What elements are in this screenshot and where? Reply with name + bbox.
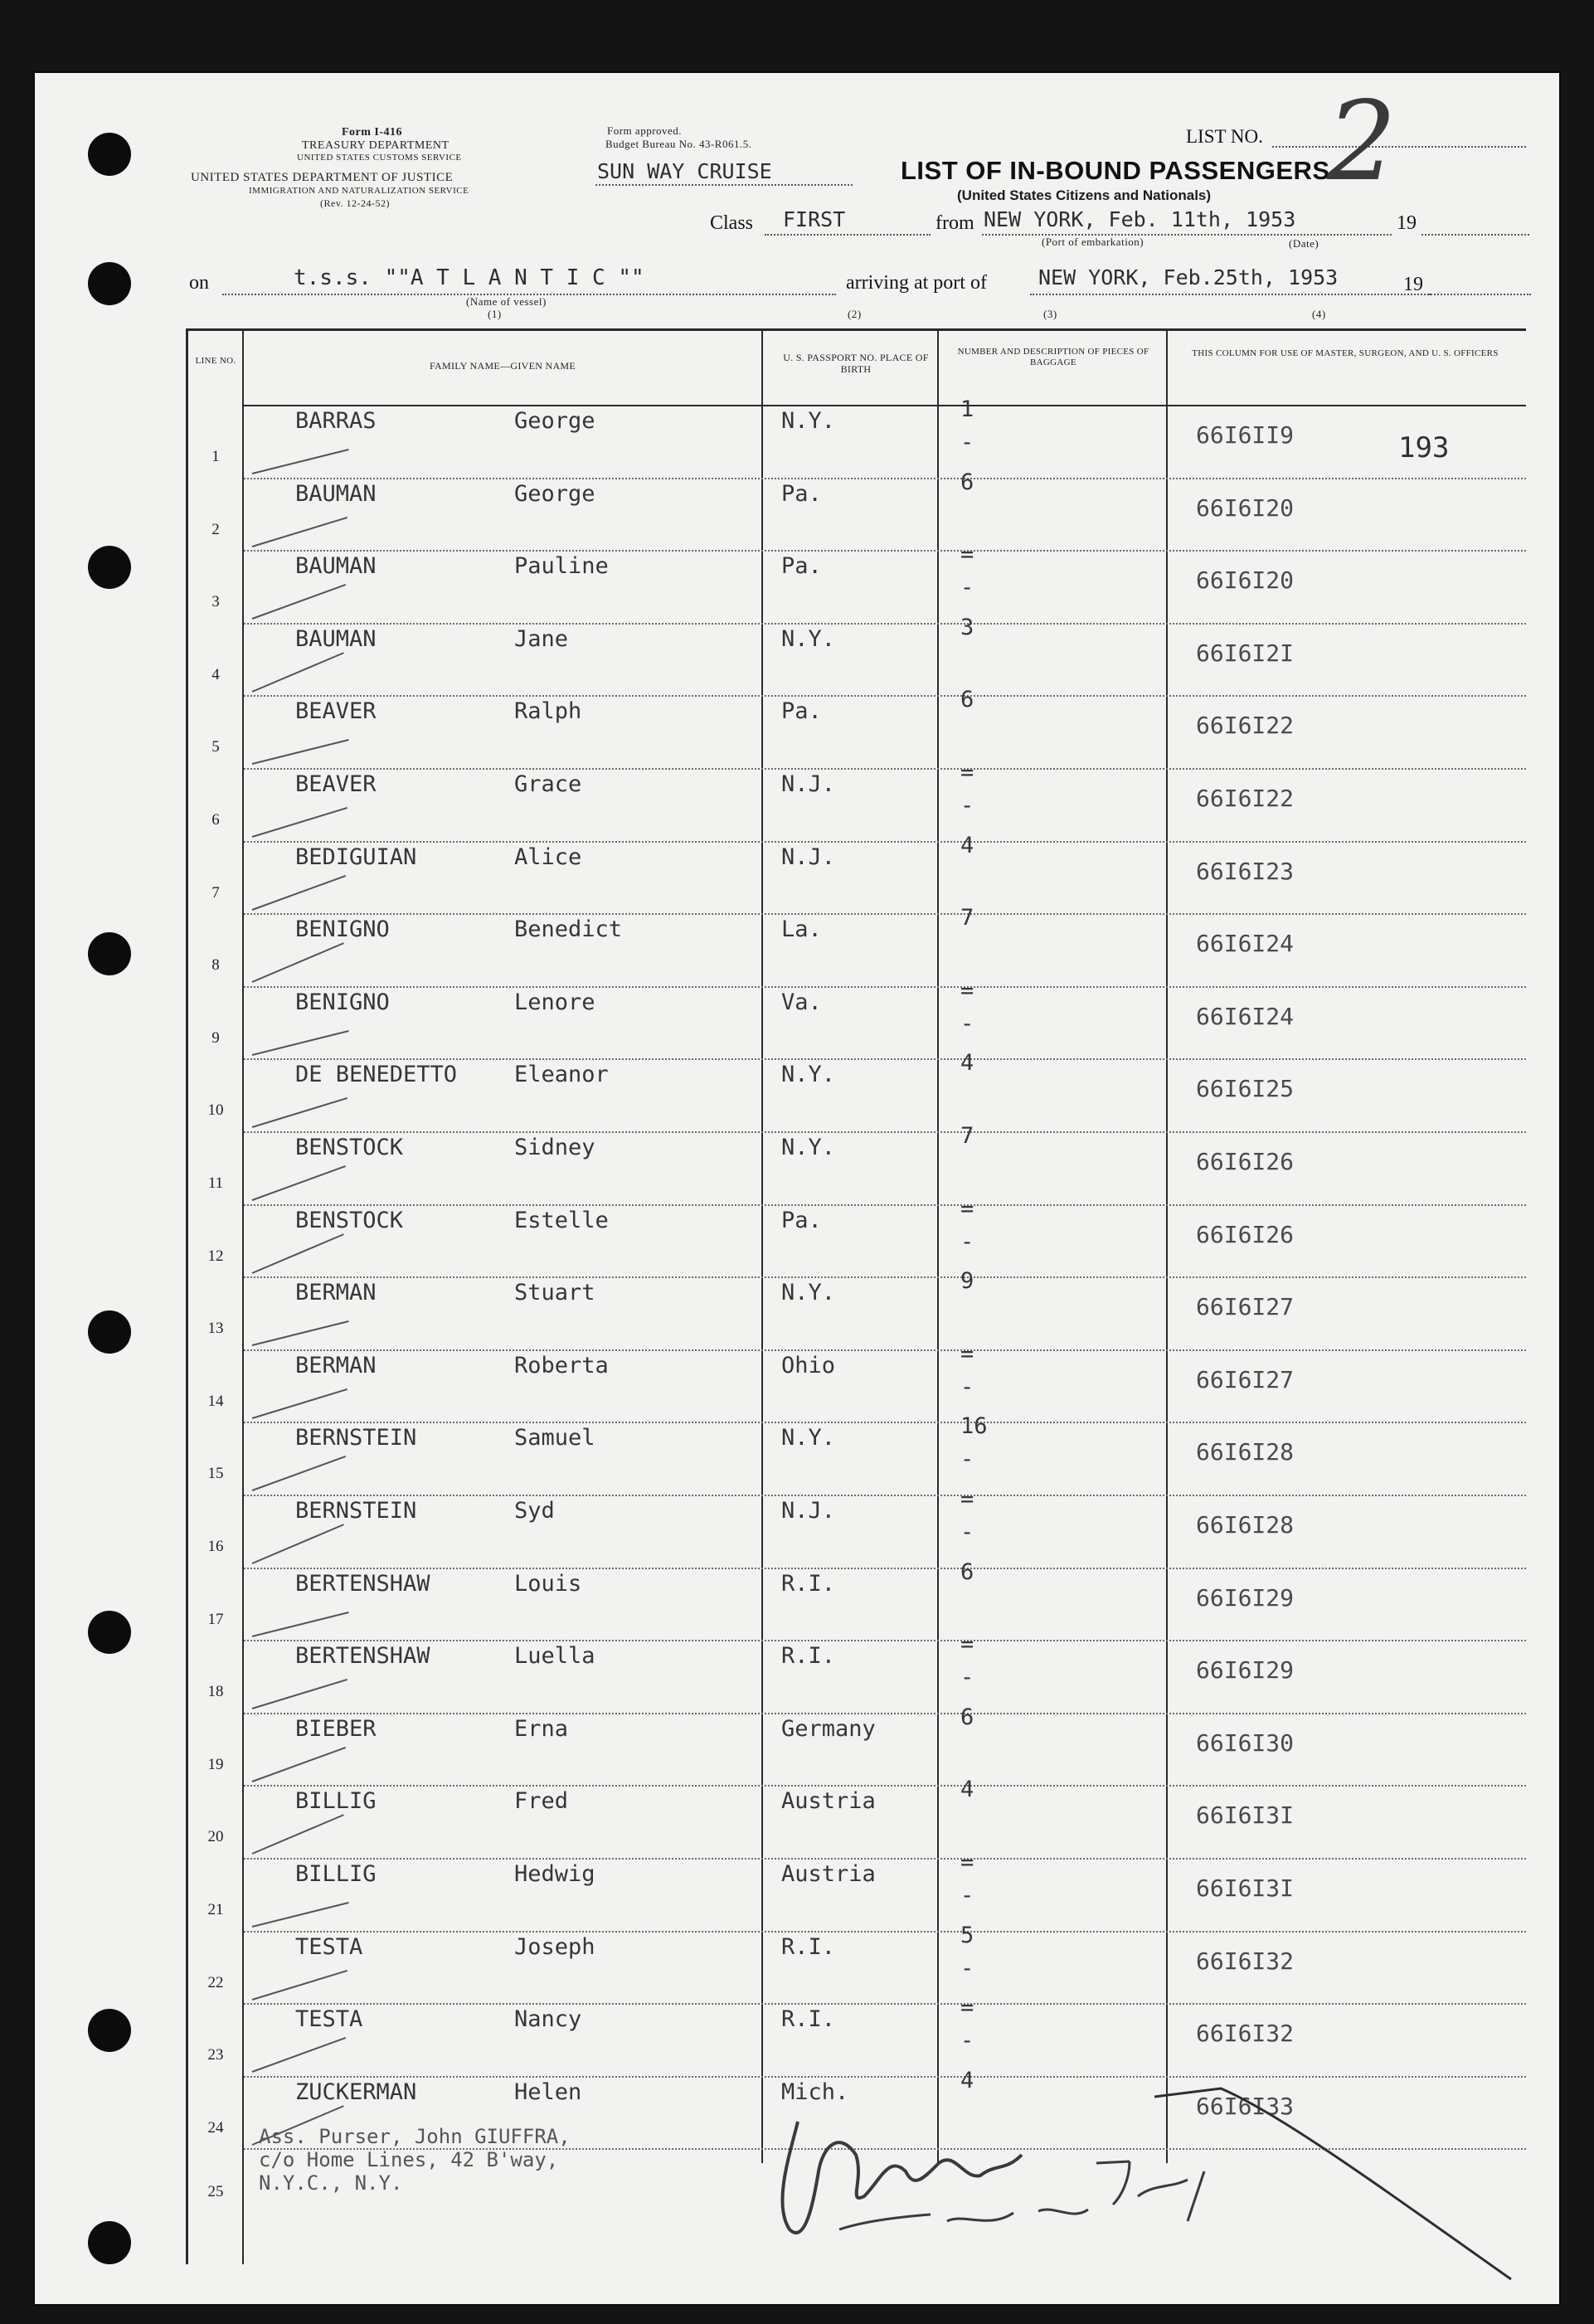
passenger-given-name: Benedict xyxy=(514,916,623,943)
check-mark xyxy=(252,1233,344,1274)
budget-bureau-number: Budget Bureau No. 43-R061.5. xyxy=(605,138,752,150)
passenger-given-name: George xyxy=(514,480,595,507)
column-header-name: FAMILY NAME—GIVEN NAME xyxy=(429,360,576,372)
place-of-birth: N.J. xyxy=(781,771,836,797)
check-mark xyxy=(252,584,346,620)
officer-code: 66I6I30 xyxy=(1196,1728,1295,1757)
check-mark xyxy=(252,1970,347,2001)
place-of-birth: N.J. xyxy=(781,1498,836,1524)
column-2-number: (2) xyxy=(848,308,862,320)
line-number: 6 xyxy=(211,811,220,829)
row-separator xyxy=(244,2003,1526,2005)
port-embarkation-caption: (Port of embarkation) xyxy=(1042,236,1144,248)
passenger-family-name: BENIGNO xyxy=(295,916,390,943)
cruise-underline xyxy=(595,184,853,186)
list-number-value: 2 xyxy=(1327,78,1397,206)
officer-code: 66I6I25 xyxy=(1196,1075,1295,1103)
place-of-birth: Mich. xyxy=(781,2078,849,2105)
baggage-count: = xyxy=(960,1195,974,1222)
passenger-given-name: Ralph xyxy=(514,698,582,725)
passenger-family-name: BENSTOCK xyxy=(295,1135,404,1160)
punch-hole xyxy=(88,1310,131,1354)
row-separator xyxy=(244,2076,1526,2078)
place-of-birth: La. xyxy=(781,916,822,943)
line-number: 2 xyxy=(211,520,220,538)
baggage-count: = xyxy=(960,977,974,1004)
column-header-officers: THIS COLUMN FOR USE OF MASTER, SURGEON, AND U. S. OFFICERS xyxy=(1192,348,1499,358)
officer-code: 66I6I22 xyxy=(1196,785,1295,812)
column-1-number: (1) xyxy=(488,308,502,320)
line-number: 16 xyxy=(207,1538,224,1555)
purser-line-3: N.Y.C., N.Y. xyxy=(259,2171,403,2195)
date-caption: (Date) xyxy=(1289,237,1319,250)
passenger-family-name: BEDIGUIAN xyxy=(295,844,417,870)
baggage-mark: - xyxy=(960,793,974,819)
passenger-given-name: Helen xyxy=(514,2078,582,2105)
baggage-count: 7 xyxy=(960,1123,974,1149)
passenger-family-name: BERMAN xyxy=(295,1352,377,1378)
check-mark xyxy=(252,1902,349,1928)
passenger-given-name: Pauline xyxy=(514,553,609,580)
officer-code: 66I6I3I xyxy=(1196,1801,1295,1830)
line-number: 20 xyxy=(207,1828,224,1846)
place-of-birth: R.I. xyxy=(781,1570,836,1597)
passenger-given-name: Syd xyxy=(514,1498,555,1524)
check-mark xyxy=(252,1612,349,1637)
baggage-count: 7 xyxy=(960,905,974,931)
baggage-mark: - xyxy=(960,1955,974,1981)
class-label: Class xyxy=(710,212,754,234)
check-mark xyxy=(252,1747,346,1782)
baggage-count: 5 xyxy=(960,1922,974,1948)
passenger-family-name: BENIGNO xyxy=(295,989,390,1015)
row-separator xyxy=(244,1640,1526,1641)
column-header-passport: U. S. PASSPORT NO. PLACE OF BIRTH xyxy=(783,352,929,375)
check-mark xyxy=(252,449,349,474)
punch-hole xyxy=(88,2009,131,2052)
baggage-count: 3 xyxy=(960,614,974,640)
check-mark xyxy=(252,517,347,547)
baggage-count: = xyxy=(960,542,974,568)
baggage-mark: - xyxy=(960,1373,974,1400)
place-of-birth: N.Y. xyxy=(781,1135,836,1160)
passenger-given-name: Alice xyxy=(514,844,582,870)
column-3-number: (3) xyxy=(1043,308,1057,320)
baggage-count: = xyxy=(960,1340,974,1367)
line-number: 8 xyxy=(211,956,220,975)
punch-hole xyxy=(88,1611,131,1654)
vessel-name: t.s.s. ""A T L A N T I C "" xyxy=(294,265,644,290)
passenger-family-name: BEAVER xyxy=(295,698,377,725)
form-revision: (Rev. 12-24-52) xyxy=(320,197,391,209)
baggage-mark: - xyxy=(960,1519,974,1545)
check-mark xyxy=(252,1679,347,1709)
officer-code: 66I6I22 xyxy=(1196,712,1295,740)
officer-code: 66I6I24 xyxy=(1196,930,1295,958)
baggage-count: 16 xyxy=(960,1413,988,1440)
place-of-birth: Pa. xyxy=(781,698,822,725)
passenger-family-name: BERTENSHAW xyxy=(295,1643,430,1670)
place-of-birth: Pa. xyxy=(781,1207,822,1233)
line-number: 4 xyxy=(211,665,220,683)
passenger-family-name: BERNSTEIN xyxy=(295,1498,417,1524)
row-separator xyxy=(244,841,1526,843)
form-approved: Form approved. xyxy=(607,124,683,137)
document-title: LIST OF IN-BOUND PASSENGERS xyxy=(901,156,1330,185)
baggage-count: 4 xyxy=(960,1050,974,1077)
from-label: from xyxy=(936,212,974,234)
year-underline-2 xyxy=(1428,294,1531,295)
row-separator xyxy=(244,1058,1526,1060)
passenger-family-name: BARRAS xyxy=(295,408,377,434)
officer-code: 66I6I28 xyxy=(1196,1438,1295,1466)
place-of-birth: N.Y. xyxy=(781,408,836,434)
document-page xyxy=(35,73,1559,2304)
passenger-given-name: Hedwig xyxy=(514,1861,595,1887)
passenger-family-name: DE BENEDETTO xyxy=(295,1062,458,1088)
baggage-count: 6 xyxy=(960,687,974,713)
row-separator xyxy=(244,478,1526,479)
passenger-family-name: BENSTOCK xyxy=(295,1207,404,1233)
passenger-given-name: Jane xyxy=(514,625,569,652)
passenger-given-name: Roberta xyxy=(514,1352,609,1378)
officer-code: 66I6I20 xyxy=(1196,493,1295,522)
officer-code: 66I6I28 xyxy=(1196,1511,1295,1539)
check-mark xyxy=(252,1030,349,1056)
passenger-given-name: Erna xyxy=(514,1715,569,1742)
diagonal-cancel-line xyxy=(1154,2080,1536,2288)
baggage-count: 6 xyxy=(960,1558,974,1585)
officer-code: 66I6I33 xyxy=(1196,2092,1295,2120)
officer-code: 66I6I3I xyxy=(1196,1874,1295,1902)
officer-code: 66I6I29 xyxy=(1196,1583,1295,1612)
row-separator xyxy=(244,1785,1526,1787)
baggage-count: 9 xyxy=(960,1268,974,1295)
punch-hole xyxy=(88,262,131,305)
officer-code: 66I6II9 xyxy=(1196,421,1295,449)
line-no-divider xyxy=(242,328,244,2264)
line-number: 24 xyxy=(207,2118,224,2137)
line-number: 9 xyxy=(211,1028,220,1047)
passenger-family-name: BILLIG xyxy=(295,1788,377,1815)
check-mark xyxy=(252,652,344,693)
baggage-count: = xyxy=(960,1631,974,1658)
baggage-count: = xyxy=(960,760,974,785)
header-bottom-line xyxy=(242,405,1526,406)
row-separator xyxy=(244,986,1526,988)
line-number: 21 xyxy=(207,1901,224,1918)
passenger-given-name: Sidney xyxy=(514,1135,595,1160)
purser-line-1: Ass. Purser, John GIUFFRA, xyxy=(259,2125,571,2148)
row-separator xyxy=(244,1495,1526,1496)
officer-code: 66I6I26 xyxy=(1196,1220,1295,1248)
check-mark xyxy=(252,1320,349,1346)
baggage-mark: - xyxy=(960,1446,974,1473)
line-number: 11 xyxy=(207,1174,224,1192)
place-of-birth: Ohio xyxy=(781,1352,836,1378)
passenger-family-name: BILLIG xyxy=(295,1861,377,1887)
officer-code: 66I6I27 xyxy=(1196,1365,1295,1393)
purser-line-2: c/o Home Lines, 42 B'way, xyxy=(259,2148,559,2171)
cruise-name: SUN WAY CRUISE xyxy=(597,159,772,183)
officer-code: 66I6I32 xyxy=(1196,2020,1295,2048)
row-separator xyxy=(244,1131,1526,1133)
punch-hole xyxy=(88,133,131,176)
column-header-line-no: LINE NO. xyxy=(195,356,236,366)
line-number: 22 xyxy=(207,1973,224,1991)
line-number: 10 xyxy=(207,1101,224,1120)
passenger-family-name: BERTENSHAW xyxy=(295,1570,430,1597)
passenger-given-name: Nancy xyxy=(514,2006,582,2033)
row-separator xyxy=(244,1422,1526,1423)
baggage-count: = xyxy=(960,1995,974,2021)
place-of-birth: R.I. xyxy=(781,1933,836,1960)
officer-code: 66I6I27 xyxy=(1196,1293,1295,1321)
check-mark xyxy=(252,2037,346,2073)
baggage-mark: - xyxy=(960,1010,974,1037)
officer-code: 66I6I23 xyxy=(1196,857,1295,885)
line-number: 15 xyxy=(207,1465,224,1483)
baggage-mark: - xyxy=(960,575,974,601)
row-separator xyxy=(244,1858,1526,1860)
baggage-mark: - xyxy=(960,1665,974,1691)
baggage-count: 4 xyxy=(960,832,974,858)
place-of-birth: Pa. xyxy=(781,480,822,507)
check-mark xyxy=(252,807,347,838)
check-mark xyxy=(252,1456,346,1491)
check-mark xyxy=(252,875,346,911)
place-of-birth: Va. xyxy=(781,989,822,1015)
place-of-birth: N.J. xyxy=(781,844,836,870)
line-number: 12 xyxy=(207,1247,224,1265)
line-number: 1 xyxy=(211,448,220,465)
place-of-birth: Austria xyxy=(781,1788,876,1815)
passenger-family-name: TESTA xyxy=(295,1933,363,1960)
punch-hole xyxy=(88,546,131,589)
line-number: 13 xyxy=(207,1320,224,1338)
row-separator xyxy=(244,695,1526,697)
passenger-given-name: Estelle xyxy=(514,1207,609,1233)
place-of-birth: R.I. xyxy=(781,1643,836,1670)
table-left-border xyxy=(186,328,188,2264)
passenger-given-name: Louis xyxy=(514,1570,582,1597)
baggage-mark: - xyxy=(960,2028,974,2054)
place-of-birth: N.Y. xyxy=(781,625,836,652)
vessel-caption: (Name of vessel) xyxy=(466,295,547,308)
list-number-label: LIST NO. xyxy=(1186,126,1263,147)
line-number: 14 xyxy=(207,1392,224,1410)
officer-code: 66I6I26 xyxy=(1196,1148,1295,1175)
check-mark xyxy=(252,1388,347,1419)
row-separator xyxy=(244,1349,1526,1351)
passenger-family-name: BERMAN xyxy=(295,1280,377,1306)
officer-code: 66I6I20 xyxy=(1196,566,1295,595)
row-separator xyxy=(244,913,1526,915)
place-of-birth: N.Y. xyxy=(781,1062,836,1088)
check-mark xyxy=(252,1815,344,1855)
column-header-baggage: NUMBER AND DESCRIPTION OF PIECES OF BAGGAGE xyxy=(957,347,1149,367)
check-mark xyxy=(252,1524,344,1564)
class-value: FIRST xyxy=(783,207,846,231)
year-underline xyxy=(1421,234,1529,236)
arrival-value: NEW YORK, Feb.25th, 1953 xyxy=(1038,265,1339,289)
officer-code: 66I6I32 xyxy=(1196,1947,1295,1975)
passenger-given-name: Luella xyxy=(514,1643,595,1670)
punch-hole xyxy=(88,2221,131,2264)
baggage-mark: - xyxy=(960,1883,974,1908)
passenger-given-name: George xyxy=(514,408,595,434)
arriving-label: arriving at port of xyxy=(846,272,987,294)
department-of-justice: UNITED STATES DEPARTMENT OF JUSTICE xyxy=(191,171,454,184)
passenger-family-name: BERNSTEIN xyxy=(295,1425,417,1451)
row-separator xyxy=(244,768,1526,770)
baggage-mark: - xyxy=(960,1228,974,1255)
baggage-count: 1 xyxy=(960,396,974,422)
passenger-family-name: TESTA xyxy=(295,2006,363,2033)
place-of-birth: N.Y. xyxy=(781,1425,836,1451)
row-separator xyxy=(244,1276,1526,1278)
check-mark xyxy=(252,1165,346,1201)
passenger-given-name: Fred xyxy=(514,1788,569,1815)
birth-divider xyxy=(937,328,939,2163)
baggage-count: 6 xyxy=(960,469,974,495)
line-number: 3 xyxy=(211,593,220,611)
passenger-given-name: Samuel xyxy=(514,1425,595,1451)
baggage-count: 4 xyxy=(960,2067,974,2093)
baggage-divider xyxy=(1166,328,1168,2163)
list-number-underline xyxy=(1272,146,1526,148)
place-of-birth: Austria xyxy=(781,1861,876,1887)
embarkation-value: NEW YORK, Feb. 11th, 1953 xyxy=(984,207,1296,231)
line-number: 23 xyxy=(207,2046,224,2064)
year-suffix-from: 19 xyxy=(1397,212,1417,234)
passenger-given-name: Eleanor xyxy=(514,1062,609,1088)
passenger-family-name: BAUMAN xyxy=(295,625,377,652)
check-mark xyxy=(252,942,344,983)
line-number: 7 xyxy=(211,883,220,902)
arrival-underline xyxy=(1030,294,1431,295)
passenger-given-name: Joseph xyxy=(514,1933,595,1960)
officer-code: 66I6I24 xyxy=(1196,1002,1295,1030)
line-number: 19 xyxy=(207,1755,224,1773)
baggage-count: = xyxy=(960,1850,974,1875)
line-number-25: 25 xyxy=(207,2183,224,2200)
passenger-family-name: ZUCKERMAN xyxy=(295,2078,417,2105)
on-label: on xyxy=(189,272,209,294)
row-separator xyxy=(244,1204,1526,1206)
form-number: Form I-416 xyxy=(342,126,403,139)
place-of-birth: Germany xyxy=(781,1715,876,1742)
official-stamp-number: 193 xyxy=(1398,431,1450,464)
line-number: 5 xyxy=(211,738,220,756)
check-mark xyxy=(252,1097,347,1128)
baggage-count: 4 xyxy=(960,1777,974,1803)
baggage-count: = xyxy=(960,1486,974,1512)
row-separator xyxy=(244,623,1526,625)
passenger-given-name: Grace xyxy=(514,771,582,797)
customs-service: UNITED STATES CUSTOMS SERVICE xyxy=(297,153,462,163)
line-number: 18 xyxy=(207,1683,224,1701)
place-of-birth: R.I. xyxy=(781,2006,836,2033)
row-separator xyxy=(244,1713,1526,1714)
column-4-number: (4) xyxy=(1312,308,1326,320)
table-top-border xyxy=(186,328,1526,331)
treasury-department: TREASURY DEPARTMENT xyxy=(302,139,450,152)
row-separator xyxy=(244,550,1526,552)
row-separator xyxy=(244,1931,1526,1933)
passenger-given-name: Stuart xyxy=(514,1280,595,1306)
place-of-birth: N.Y. xyxy=(781,1280,836,1306)
baggage-mark: - xyxy=(960,430,974,455)
passenger-family-name: BAUMAN xyxy=(295,480,377,507)
document-subtitle: (United States Citizens and Nationals) xyxy=(957,187,1212,203)
row-separator xyxy=(244,1568,1526,1569)
passenger-family-name: BAUMAN xyxy=(295,553,377,580)
year-suffix-arrival: 19 xyxy=(1403,274,1423,295)
line-number: 17 xyxy=(207,1610,224,1628)
place-of-birth: Pa. xyxy=(781,553,822,580)
passenger-family-name: BIEBER xyxy=(295,1715,377,1742)
officer-code: 66I6I2I xyxy=(1196,639,1295,667)
name-divider xyxy=(761,328,763,2163)
officer-code: 66I6I29 xyxy=(1196,1656,1295,1685)
class-underline xyxy=(765,234,931,236)
punch-hole xyxy=(88,932,131,975)
check-mark xyxy=(252,739,349,765)
passenger-given-name: Lenore xyxy=(514,989,595,1015)
baggage-count: 6 xyxy=(960,1704,974,1730)
passenger-family-name: BEAVER xyxy=(295,771,377,797)
immigration-service: IMMIGRATION AND NATURALIZATION SERVICE xyxy=(249,186,469,196)
